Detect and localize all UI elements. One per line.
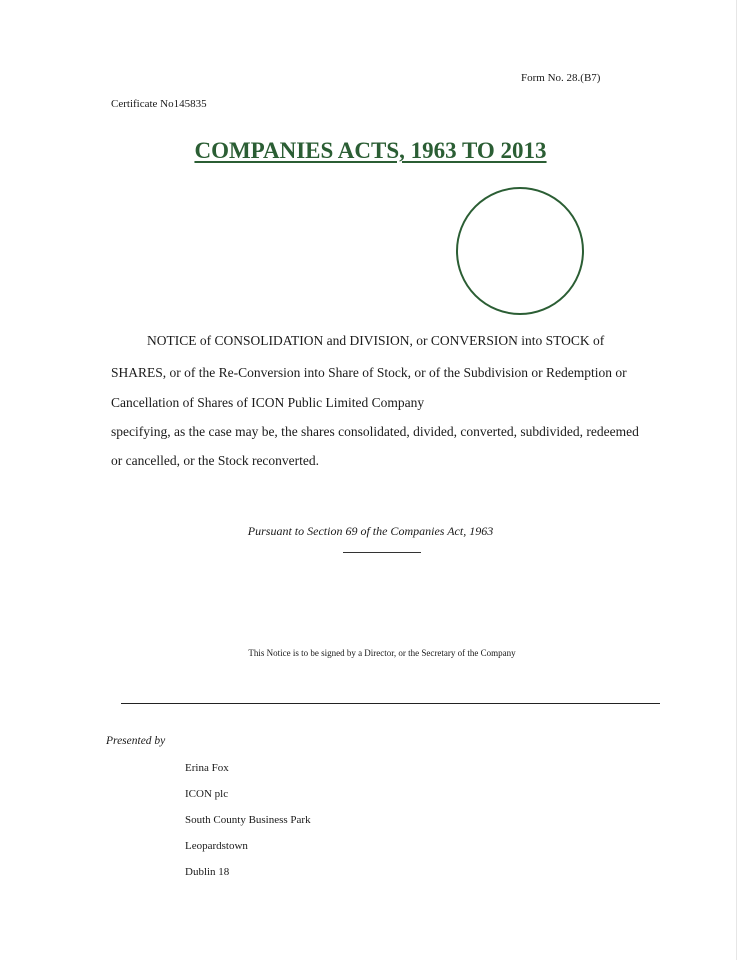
- presenter-address-line-1: South County Business Park: [185, 814, 311, 826]
- pursuant-statement: Pursuant to Section 69 of the Companies Act, 1963: [247, 524, 494, 538]
- notice-line-2: SHARES, or of the Re-Conversion into Share of Stock, or of the Subdivision or Redemption or: [111, 365, 627, 380]
- presenter-name: Erina Fox: [185, 762, 229, 774]
- notice-line-4: specifying, as the case may be, the shares consolidated, divided, converted, subdivided, redeemed: [111, 424, 639, 439]
- document-title: COMPANIES ACTS, 1963 TO 2013: [194, 138, 547, 163]
- signature-note: This Notice is to be signed by a Director, or the Secretary of the Company: [248, 648, 516, 658]
- certificate-number: Certificate No145835: [111, 98, 207, 110]
- signature-line: [121, 703, 660, 704]
- presenter-company: ICON plc: [185, 788, 229, 800]
- presenter-address-line-2: Leopardstown: [185, 840, 248, 852]
- seal-circle: [456, 187, 584, 315]
- presented-by-label: Presented by: [106, 735, 166, 747]
- notice-line-3: Cancellation of Shares of ICON Public Limited Company: [111, 395, 425, 410]
- notice-line-1: NOTICE of CONSOLIDATION and DIVISION, or CONVERSION into STOCK of: [147, 333, 605, 348]
- form-number: Form No. 28.(B7): [521, 72, 601, 84]
- short-divider: [343, 552, 421, 553]
- presenter-address-line-3: Dublin 18: [185, 866, 230, 878]
- notice-line-5: or cancelled, or the Stock reconverted.: [111, 453, 320, 468]
